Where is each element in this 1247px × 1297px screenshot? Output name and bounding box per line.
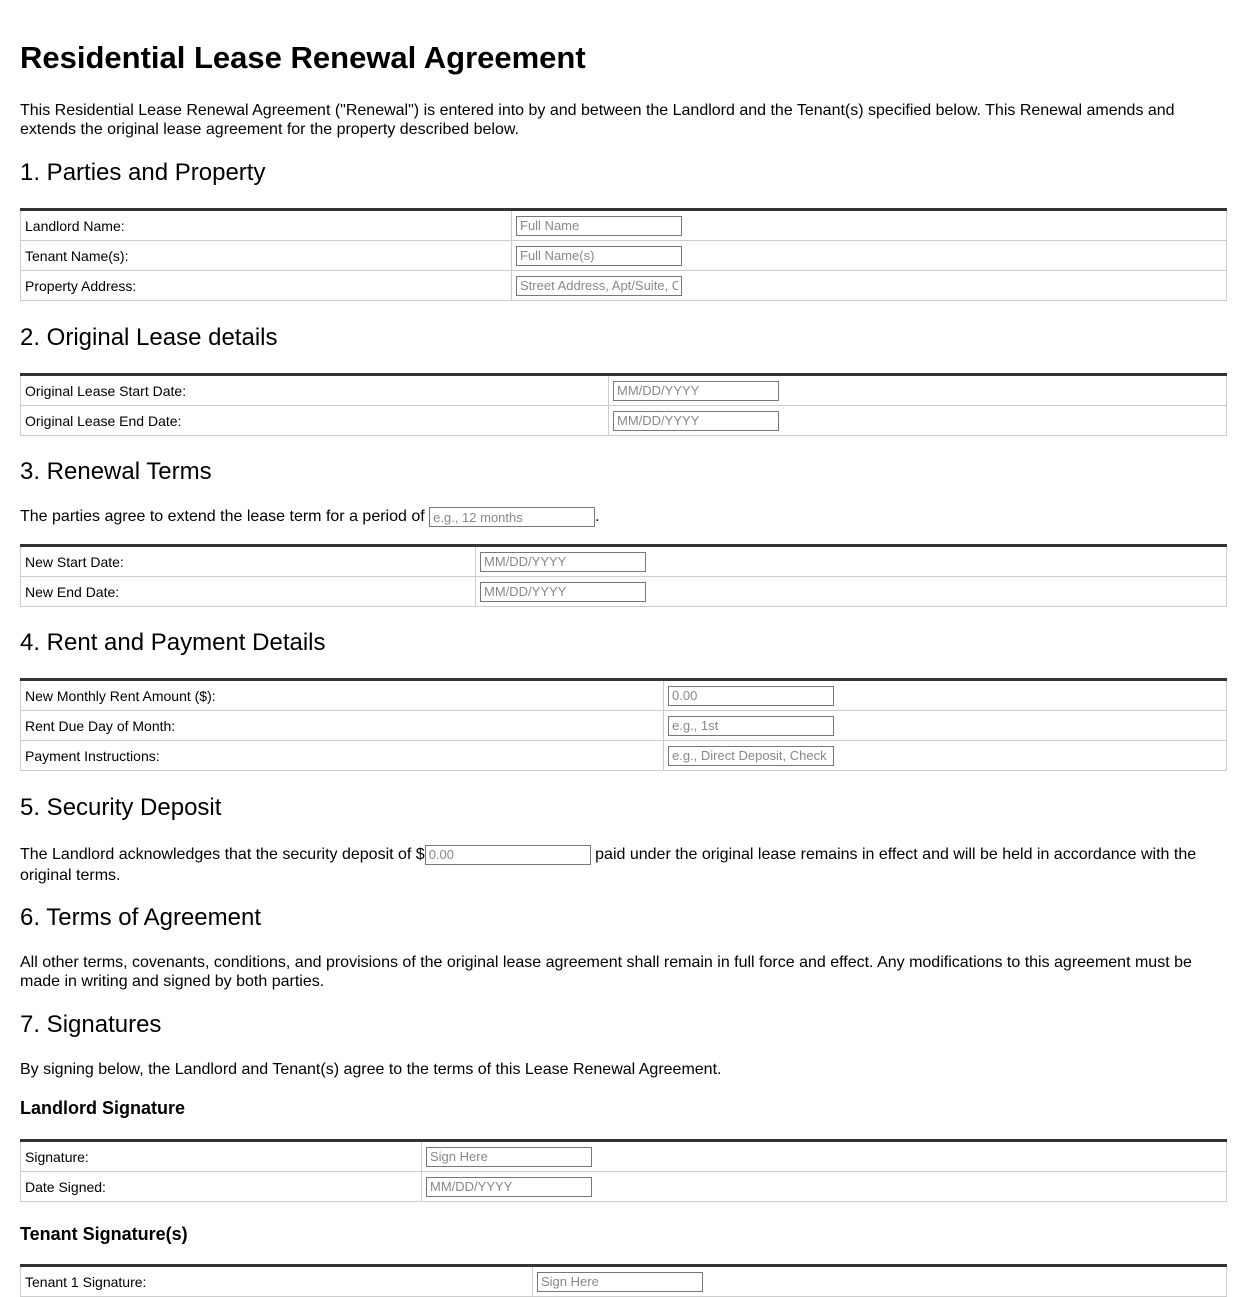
terms-paragraph: All other terms, covenants, conditions, and provisions of the original lease agreement shall remain in full force and effect. Any modifications to this agreement must be made in writing and signed by both parties. [20,954,1192,990]
landlord-name-input[interactable] [516,216,682,236]
new-start-date-label: New Start Date: [21,546,476,577]
original-end-date-label: Original Lease End Date: [21,406,609,436]
landlord-signature-table [20,1139,1227,1202]
table-row [21,1141,1227,1172]
table-row [21,577,1227,607]
tenant-signature-heading: Tenant Signature(s) [20,1224,188,1244]
security-deposit-paragraph [20,844,1227,886]
table-row [21,741,1227,771]
table-row [21,1266,1227,1297]
table-row [21,210,1227,241]
section-heading-renewal-terms: 3. Renewal Terms [20,458,212,485]
original-start-date-label: Original Lease Start Date: [21,375,609,406]
tenant-name-input[interactable] [516,246,682,266]
new-end-date-input[interactable] [480,582,646,602]
original-start-date-input[interactable] [613,381,779,401]
section-heading-terms: 6. Terms of Agreement [20,904,262,931]
rent-due-day-label: Rent Due Day of Month: [21,711,664,741]
table-row [21,406,1227,436]
new-end-date-label: New End Date: [21,577,476,607]
section-heading-signatures: 7. Signatures [20,1011,162,1038]
parties-table [20,208,1227,301]
landlord-date-signed-input[interactable] [426,1177,592,1197]
landlord-signature-label: Signature: [21,1141,422,1172]
original-end-date-input[interactable] [613,411,779,431]
renewal-period-text: The parties agree to extend the lease term for a period of [20,508,425,526]
new-start-date-input[interactable] [480,552,646,572]
section-heading-original-lease: 2. Original Lease details [20,324,278,351]
original-lease-table [20,373,1227,436]
payment-instructions-label: Payment Instructions: [21,741,664,771]
payment-instructions-input[interactable] [668,746,834,766]
section-heading-parties: 1. Parties and Property [20,159,266,186]
table-row [21,241,1227,271]
section-heading-security-deposit: 5. Security Deposit [20,794,222,821]
table-row [21,680,1227,711]
section-heading-rent: 4. Rent and Payment Details [20,629,326,656]
landlord-signature-heading: Landlord Signature [20,1098,186,1118]
table-row [21,1172,1227,1202]
table-row [21,546,1227,577]
deposit-text-before: The Landlord acknowledges that the security deposit of $ [20,846,425,863]
landlord-name-label: Landlord Name: [21,210,512,241]
landlord-signature-input[interactable] [426,1147,592,1167]
rent-due-day-input[interactable] [668,716,834,736]
renewal-period-input[interactable] [429,507,595,527]
page-title: Residential Lease Renewal Agreement [20,40,586,75]
renewal-period-period: . [595,508,600,526]
property-address-label: Property Address: [21,271,512,301]
monthly-rent-label: New Monthly Rent Amount ($): [21,680,664,711]
tenant-1-signature-input[interactable] [537,1272,703,1292]
renewal-dates-table [20,544,1227,607]
landlord-date-signed-label: Date Signed: [21,1172,422,1202]
tenant-name-label: Tenant Name(s): [21,241,512,271]
table-row [21,375,1227,406]
monthly-rent-input[interactable] [668,686,834,706]
tenant-1-signature-label: Tenant 1 Signature: [21,1266,533,1297]
intro-paragraph: This Residential Lease Renewal Agreement ("Renewal") is entered into by and between the Landlord and the Tenant(s) specified below. This Renewal amends and extends the original lease agreement for the property described below. [20,102,1175,138]
table-row [21,711,1227,741]
property-address-input[interactable] [516,276,682,296]
deposit-text-after: paid under the original lease remains in effect and will be held in accordance with the original terms. [20,846,1197,884]
table-row [21,271,1227,301]
rent-table [20,678,1227,771]
security-deposit-input[interactable] [425,845,591,865]
signatures-paragraph: By signing below, the Landlord and Tenant(s) agree to the terms of this Lease Renewal Agreement. [20,1061,722,1078]
renewal-period-paragraph [20,507,1227,527]
tenant-signature-table [20,1264,1227,1297]
